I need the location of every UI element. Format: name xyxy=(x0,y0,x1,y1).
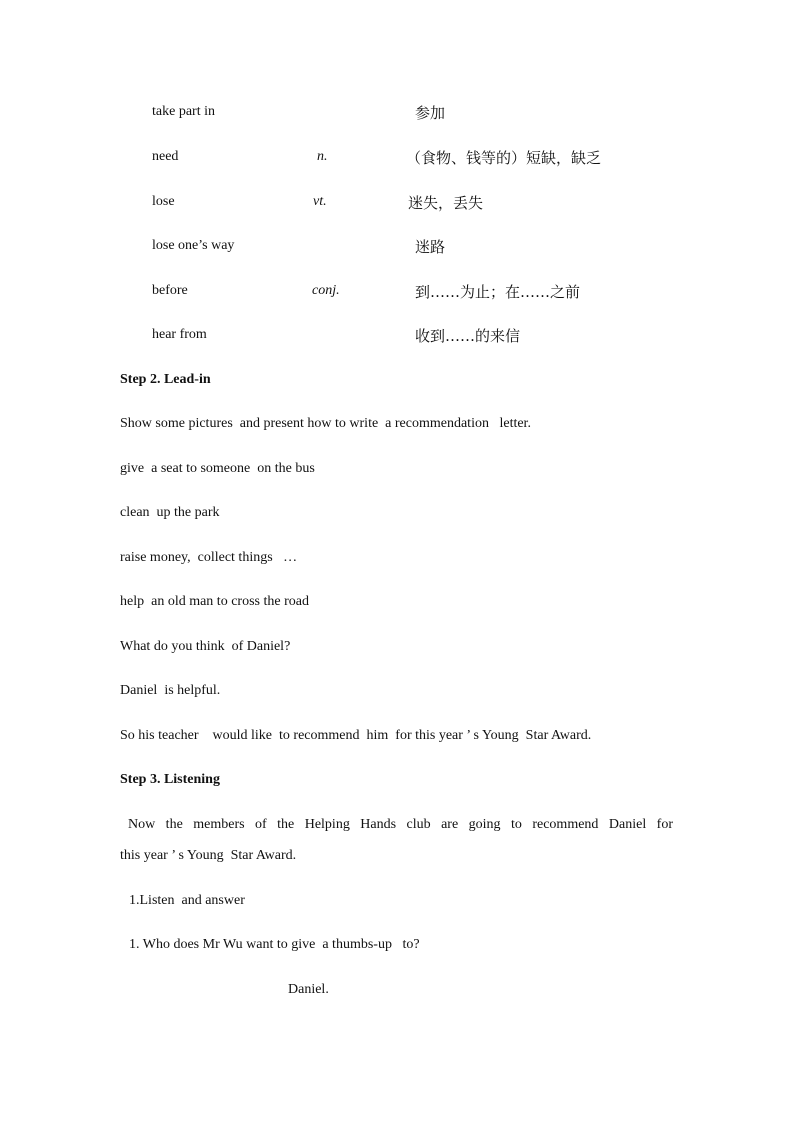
vocab-pos: conj. xyxy=(312,283,340,298)
vocab-meaning: 参加 xyxy=(415,104,446,122)
step3-heading: Step 3. Listening xyxy=(120,772,220,787)
step3-task: 1.Listen and answer xyxy=(129,893,245,908)
step2-question: What do you think of Daniel? xyxy=(120,639,291,654)
step2-answer: Daniel is helpful. xyxy=(120,683,221,698)
step2-item: raise money, collect things … xyxy=(120,550,298,565)
vocab-pos: vt. xyxy=(313,194,327,209)
vocab-word: lose one’s way xyxy=(152,238,235,253)
step3-question-1: 1. Who does Mr Wu want to give a thumbs-up to? xyxy=(129,937,420,952)
vocab-row-lose-ones-way xyxy=(0,238,794,260)
vocab-word: take part in xyxy=(152,104,215,119)
vocab-row-take-part-in xyxy=(0,104,794,126)
vocab-row-before xyxy=(0,283,794,305)
step2-item: help an old man to cross the road xyxy=(120,594,309,609)
step2-item: clean up the park xyxy=(120,505,220,520)
step2-intro: Show some pictures and present how to write a recommendation letter. xyxy=(120,416,531,431)
vocab-word: need xyxy=(152,149,179,164)
vocab-meaning: 到……为止；在……之前 xyxy=(415,283,581,301)
vocab-row-hear-from xyxy=(0,327,794,349)
step2-conclusion: So his teacher would like to recommend him for this year ’ s Young Star Award. xyxy=(120,728,592,743)
vocab-word: before xyxy=(152,283,188,298)
vocab-pos: n. xyxy=(317,149,328,164)
step2-item: give a seat to someone on the bus xyxy=(120,461,315,476)
vocab-word: hear from xyxy=(152,327,207,342)
vocab-meaning: 迷失，丢失 xyxy=(408,194,484,212)
step3-paragraph-line-2: this year ’ s Young Star Award. xyxy=(120,848,297,863)
step2-heading: Step 2. Lead-in xyxy=(120,372,211,387)
step3-paragraph-line-1: Now the members of the Helping Hands club are going to recommend Daniel for xyxy=(128,817,673,832)
vocab-meaning: 收到……的来信 xyxy=(415,327,521,345)
vocab-meaning: （食物、钱等的）短缺，缺乏 xyxy=(406,149,602,167)
step3-answer-1: Daniel. xyxy=(288,982,329,997)
vocab-meaning: 迷路 xyxy=(415,238,446,256)
vocab-row-need xyxy=(0,149,794,171)
vocab-row-lose xyxy=(0,194,794,216)
vocab-word: lose xyxy=(152,194,175,209)
